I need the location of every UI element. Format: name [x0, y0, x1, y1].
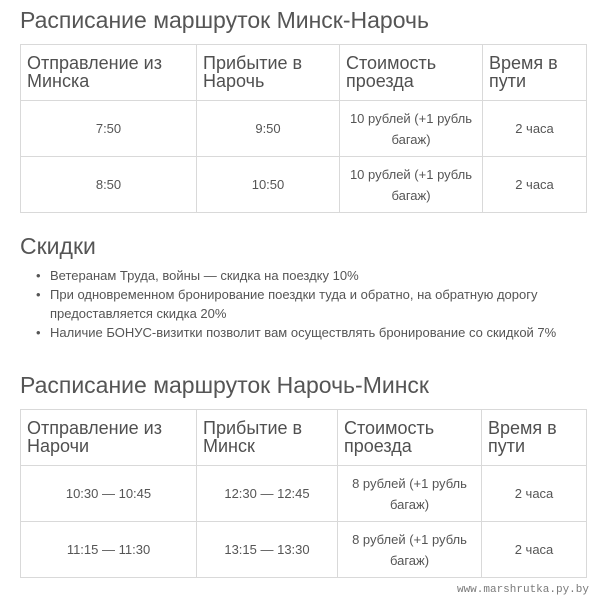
arrival-time-cell: 9:50 [197, 101, 340, 157]
header-departure: Отправление из Нарочи [21, 410, 197, 466]
table-row [21, 522, 587, 578]
arrival-time-cell: 12:30 — 12:45 [197, 466, 338, 522]
price-cell [340, 157, 483, 213]
discounts-title: Скидки [20, 233, 96, 259]
table-row [21, 466, 587, 522]
departure-time-cell: 8:50 [21, 157, 197, 213]
list-item [20, 323, 590, 342]
arrival-time-cell: 10:50 [197, 157, 340, 213]
price-cell [338, 466, 482, 522]
price-cell [338, 522, 482, 578]
header-price: Стоимость проезда [338, 410, 482, 466]
header-price: Стоимость проезда [340, 45, 483, 101]
price-text: 8 рублей (+1 рубль багаж) [352, 531, 467, 568]
discounts-list [20, 266, 590, 342]
schedule-naroch-minsk-title: Расписание маршруток Нарочь-Минск [20, 372, 429, 398]
site-watermark: www.marshrutka.py.by [456, 584, 589, 596]
duration-cell: 2 часа [482, 466, 587, 522]
table-header-row [21, 410, 587, 466]
header-arrival: Прибытие в Нарочь [197, 45, 340, 101]
list-item [20, 266, 590, 285]
discount-text: Ветеранам Труда, войны — скидка на поездку 10% [50, 268, 359, 283]
table-row [21, 101, 587, 157]
header-duration: Время в пути [482, 410, 587, 466]
duration-cell: 2 часа [482, 522, 587, 578]
departure-time-cell: 11:15 — 11:30 [21, 522, 197, 578]
departure-time-cell: 10:30 — 10:45 [21, 466, 197, 522]
schedule-naroch-minsk-table [20, 409, 587, 578]
header-duration: Время в пути [483, 45, 587, 101]
duration-cell: 2 часа [483, 101, 587, 157]
arrival-time-cell: 13:15 — 13:30 [197, 522, 338, 578]
table-row [21, 157, 587, 213]
price-text: 8 рублей (+1 рубль багаж) [352, 475, 467, 512]
price-text: 10 рублей (+1 рубль багаж) [349, 166, 473, 203]
discount-text: При одновременном бронирование поездки туда и обратно, на обратную дорогу предоставляется скидка 20% [50, 287, 538, 321]
discount-text: Наличие БОНУС-визитки позволит вам осуществлять бронирование со скидкой 7% [50, 325, 557, 340]
price-cell [340, 101, 483, 157]
table-header-row [21, 45, 587, 101]
bullet-icon: • [36, 287, 41, 302]
schedule-minsk-naroch-title: Расписание маршруток Минск-Нарочь [20, 7, 429, 33]
price-text: 10 рублей (+1 рубль багаж) [349, 110, 473, 147]
duration-cell: 2 часа [483, 157, 587, 213]
list-item [20, 285, 590, 323]
schedule-minsk-naroch-table [20, 44, 587, 213]
bullet-icon: • [36, 325, 41, 340]
header-departure: Отправление из Минска [21, 45, 197, 101]
header-arrival: Прибытие в Минск [197, 410, 338, 466]
bullet-icon: • [36, 268, 41, 283]
departure-time-cell: 7:50 [21, 101, 197, 157]
